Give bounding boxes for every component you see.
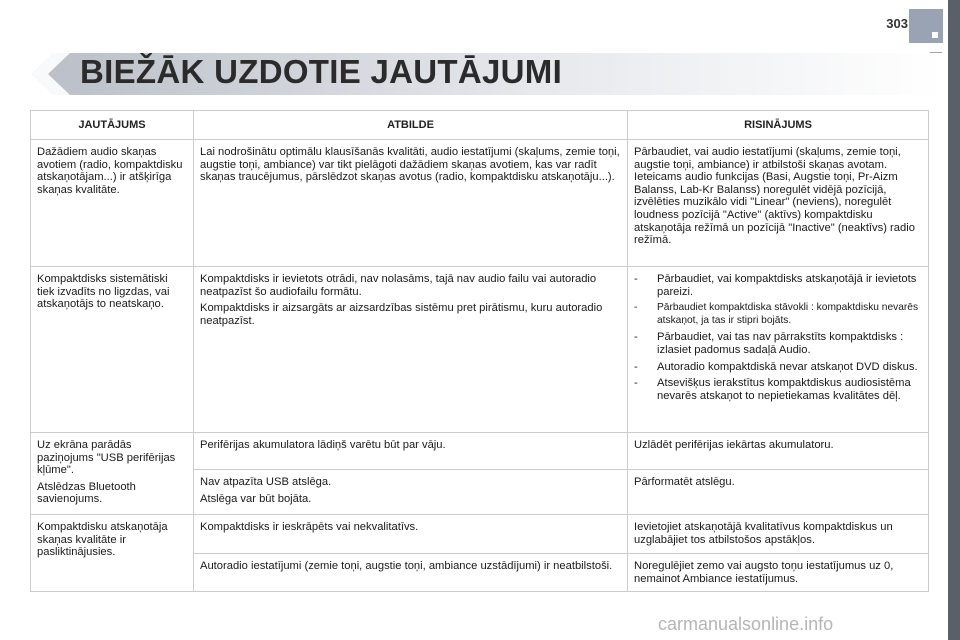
corner-tab-mark bbox=[932, 32, 938, 38]
question-cell: Dažādiem audio skaņas avotiem (radio, kompaktdisku atskaņotājam...) ir atšķirīga skaņas kvalitāte. bbox=[31, 140, 194, 267]
question-cell bbox=[31, 433, 194, 515]
answer-cell: Autoradio iestatījumi (zemie toņi, augstie toņi, ambiance uzstādījumi) ir neatbilstoši. bbox=[194, 554, 628, 592]
table-row bbox=[31, 515, 929, 554]
answer-paragraph: Kompaktdisks ir aizsargāts ar aizsardzības sistēmu pret pirātismu, kuru autoradio neatpazīst. bbox=[200, 302, 603, 327]
question-paragraph: Atslēdzas Bluetooth savienojums. bbox=[37, 480, 136, 506]
answer-paragraph: Kompaktdisks ir ievietots otrādi, nav nolasāms, tajā nav audio failu vai autoradio neatpazīst šo audiofailu formātu. bbox=[200, 273, 597, 298]
answer-paragraph: Atslēga var būt bojāta. bbox=[200, 492, 312, 505]
answer-cell: Perifērijas akumulatora lādiņš varētu būt par vāju. bbox=[194, 433, 628, 470]
faq-table bbox=[30, 110, 929, 592]
header-solution: RISINĀJUMS bbox=[628, 111, 929, 140]
list-item: - Pārbaudiet, vai kompaktdisks atskaņotājā ir ievietots pareizi. bbox=[634, 273, 922, 298]
answer-cell: Lai nodrošinātu optimālu klausīšanās kvalitāti, audio iestatījumi (skaļums, zemie toņi, augstie toņi, ambiance) var tikt pielāgoti dažādiem skaņas avotiem, kas var radīt skaņas traucējumus, pārslēdzot skaņas avotus (radio, kompaktdisku atskaņotāju...). bbox=[194, 140, 628, 267]
page-number: 303 bbox=[886, 16, 908, 31]
list-item: - Pārbaudiet, vai tas nav pārrakstīts kompaktdisks : izlasiet padomus sadaļā Audio. bbox=[634, 331, 922, 356]
answer-paragraph: Nav atpazīta USB atslēga. bbox=[200, 476, 332, 488]
list-item: - Autoradio kompaktdiskā nevar atskaņot DVD diskus. bbox=[634, 361, 922, 374]
question-paragraph: Uz ekrāna parādās paziņojums "USB perifērijas kļūme". bbox=[37, 439, 176, 477]
answer-cell bbox=[194, 470, 628, 515]
title-bar bbox=[32, 53, 942, 95]
solution-cell: Uzlādēt perifērijas iekārtas akumulatoru. bbox=[628, 433, 929, 470]
solution-list bbox=[634, 273, 922, 402]
list-item: - Atsevišķus ierakstītus kompaktdiskus audiosistēma nevarēs atskaņot to nepietiekamas kvalitātes dēļ. bbox=[634, 377, 922, 402]
solution-cell: Pārformatēt atslēgu. bbox=[628, 470, 929, 515]
solution-cell: Noregulējiet zemo vai augsto toņu iestatījumus uz 0, nemainot Ambiance iestatījumus. bbox=[628, 554, 929, 592]
answer-cell: Kompaktdisks ir ieskrāpēts vai nekvalitatīvs. bbox=[194, 515, 628, 554]
answer-cell bbox=[194, 267, 628, 433]
question-cell: Kompaktdisks sistemātiski tiek izvadīts no ligzdas, vai atskaņotājs to neatskaņo. bbox=[31, 267, 194, 433]
list-item: - Pārbaudiet kompaktdiska stāvokli : kompaktdisku nevarēs atskaņot, ja tas ir stipri bojāts. bbox=[634, 302, 922, 327]
watermark: carmanualsonline.info bbox=[658, 614, 834, 634]
solution-cell bbox=[628, 267, 929, 433]
page-title: BIEŽĀK UZDOTIE JAUTĀJUMI bbox=[80, 53, 563, 90]
header-question: JAUTĀJUMS bbox=[31, 111, 194, 140]
table-row bbox=[31, 140, 929, 267]
question-cell: Kompaktdisku atskaņotāja skaņas kvalitāte ir pasliktinājusies. bbox=[31, 515, 194, 592]
right-rail bbox=[948, 0, 960, 640]
header-answer: ATBILDE bbox=[194, 111, 628, 140]
table-header-row bbox=[31, 111, 929, 140]
solution-cell: Ievietojiet atskaņotājā kvalitatīvus kompaktdiskus un uzglabājiet tos atbilstošos apstākļos. bbox=[628, 515, 929, 554]
corner-tab bbox=[909, 9, 943, 43]
table-row bbox=[31, 433, 929, 470]
solution-cell: Pārbaudiet, vai audio iestatījumi (skaļums, zemie toņi, augstie toņi, ambiance) ir atbilstoši skaņas avotam. Ieteicams audio funkcijas (Basi, Augstie toņi, Pr-Aizm Balanss, Lab-Kr Balanss) noregulēt vidējā pozīcijā, izvēlēties muzikālo vidi "Linear" (neviens), noregulēt loudness pozīcijā "Active" (aktīvs) kompaktdisku atskaņotāja režīmā un pozīcijā "Inactive" (neaktīvs) radio režīmā. bbox=[628, 140, 929, 267]
table-row bbox=[31, 267, 929, 433]
